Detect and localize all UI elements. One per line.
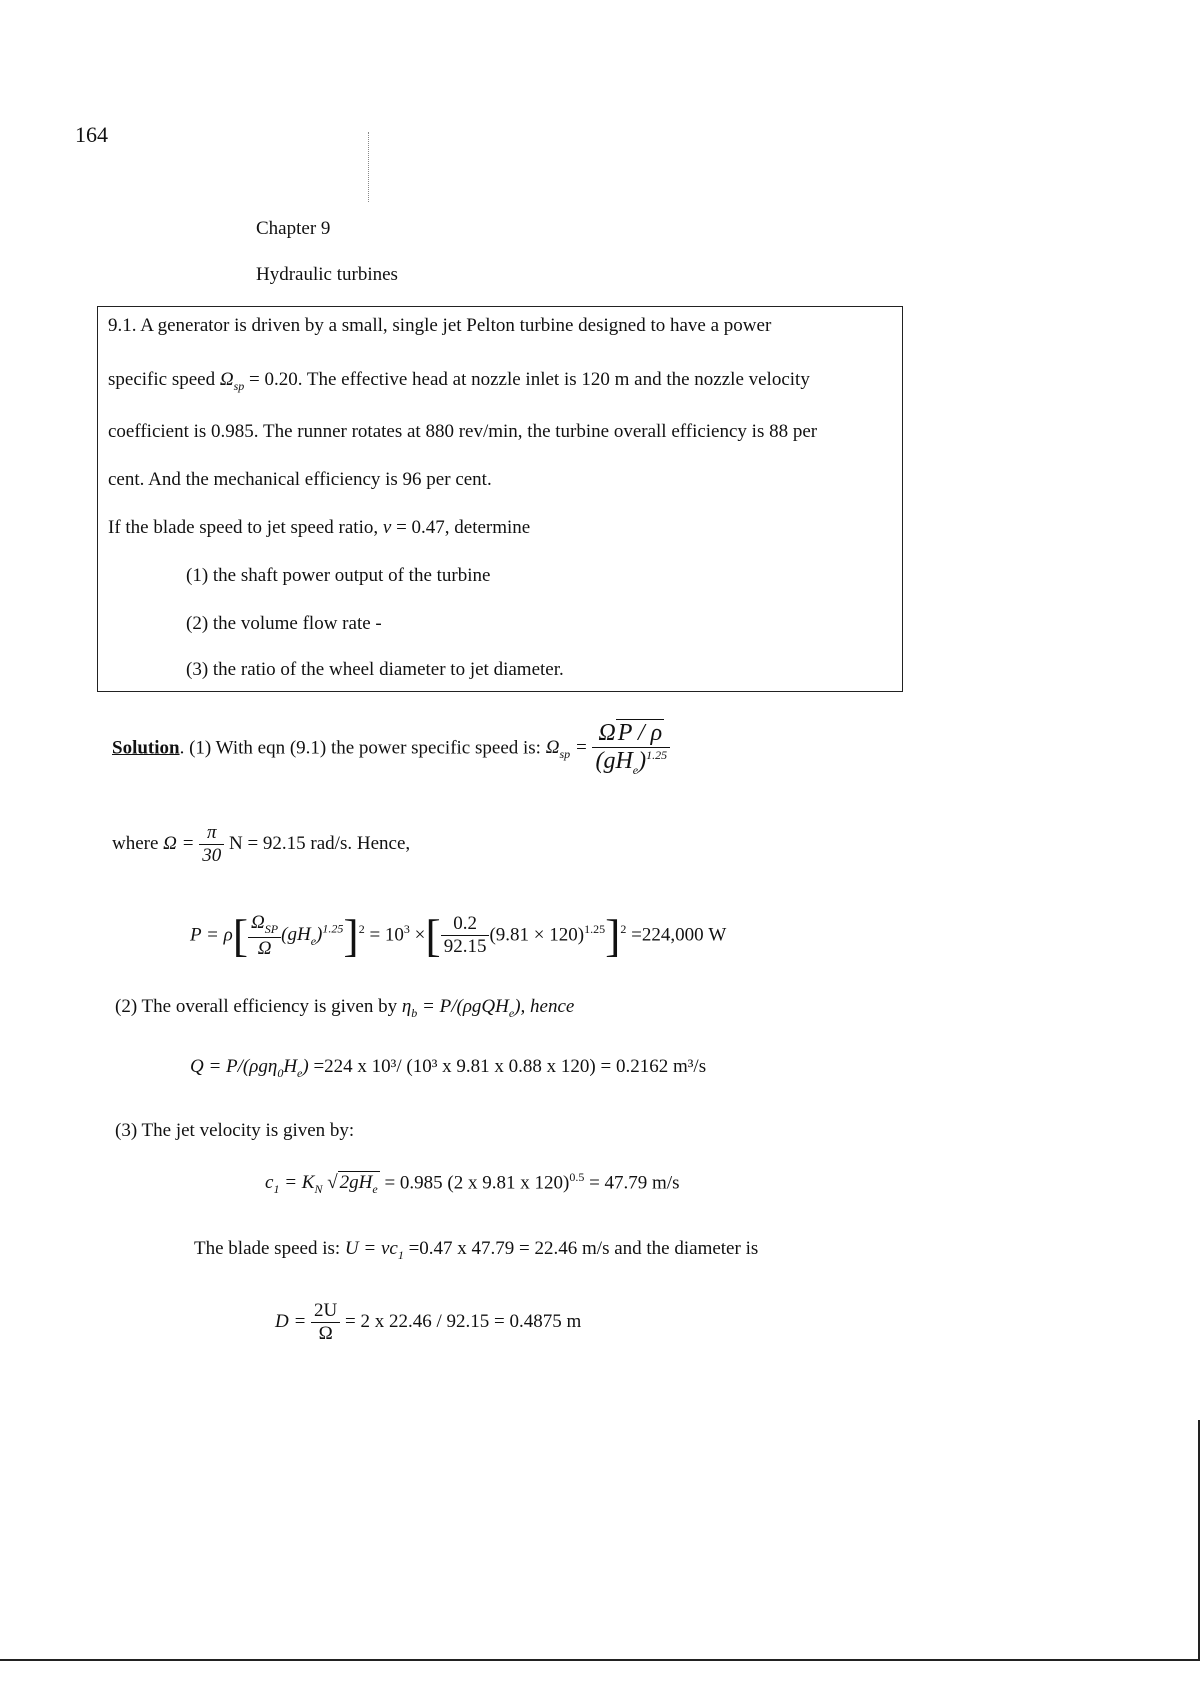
- problem-line-5: [108, 517, 530, 539]
- square-exponent: 2: [358, 921, 365, 936]
- where-text: where: [112, 832, 164, 854]
- page-edge-bottom: [0, 1659, 1200, 1661]
- cube-exponent: 3: [403, 921, 410, 936]
- omega-definition: [112, 822, 410, 867]
- eta-b-symbol: $\eta_b$: [401, 996, 418, 1020]
- problem-line-2: [108, 369, 810, 394]
- d-eq: = 2 x 22.46 / 92.15 = 0.4875 m: [345, 1310, 582, 1332]
- omega-value: N = 92.15 rad/s. Hence,: [224, 832, 411, 854]
- nu-symbol: ν: [382, 517, 392, 538]
- problem-item-2: (2) the volume flow rate -: [186, 613, 382, 634]
- part2-eq-sub: e: [508, 1005, 515, 1020]
- problem-line-5a: If the blade speed to jet speed ratio,: [108, 517, 383, 538]
- u-eq: $U = \nu c_1$: [344, 1238, 404, 1262]
- blade-speed-line: [194, 1238, 758, 1263]
- c1-exp: 0.5: [569, 1170, 585, 1184]
- problem-item-3: (3) the ratio of the wheel diameter to jet diameter.: [186, 659, 564, 680]
- power-result: =224,000 W: [631, 924, 727, 946]
- solution-part-1-text: . (1) With eqn (9.1) the power specific speed is:: [179, 737, 546, 759]
- power-equation: P = ρ[ $\frac{\Omega_{SP}}{\Omega}$ $(gH_e)^{1.25}]^2 = 10^3$ ×[ $\frac{0.2}{92.15}$ $(9.81 \times 120)^{1.25}]^2 =224,000$ W: [190, 909, 727, 961]
- omega-sp-symbol-2: $\Omega_{sp}$ =: [545, 737, 593, 762]
- problem-line-3: coefficient is 0.985. The runner rotates at 880 rev/min, the turbine overall efficiency is 88 per: [108, 421, 818, 442]
- chapter-title: Hydraulic turbines: [256, 264, 398, 285]
- q-lhs: $Q = P/(\rho g\eta_0H_e)$: [190, 1056, 314, 1080]
- power-eq-lhs: P = ρ: [190, 924, 233, 946]
- blade-eq: =0.47 x 47.79 = 22.46 m/s and the diameter is: [403, 1238, 759, 1259]
- pi-over-30: $\frac{\pi}{30}$: [199, 822, 224, 867]
- jet-velocity-equation: [265, 1170, 680, 1197]
- solution-label: Solution: [112, 737, 180, 759]
- chapter-label: Chapter 9: [256, 218, 331, 239]
- part2-eq: = P/(ρgQH: [417, 996, 509, 1017]
- problem-line-2b: = 0.20. The effective head at nozzle inlet is 120 m and the nozzle velocity: [244, 369, 810, 390]
- square-exponent-2: 2: [620, 921, 627, 936]
- c1-eq: = 0.985 (2 x 9.81 x 120): [379, 1172, 570, 1194]
- problem-item-1: (1) the shaft power output of the turbine: [186, 565, 491, 586]
- problem-line-5b: = 0.47, determine: [391, 517, 531, 538]
- power-fraction-den: 92.15: [441, 935, 490, 958]
- problem-line-4: cent. And the mechanical efficiency is 96 per cent.: [108, 469, 492, 490]
- specific-speed-numerator: ΩP / ρ: [598, 720, 663, 746]
- power-fraction: [441, 913, 490, 958]
- problem-box: [97, 306, 903, 692]
- omega-sp-symbol: $\Omega_{sp}$: [219, 369, 245, 393]
- power-exp-125: 1.25: [584, 921, 606, 936]
- power-fraction-num: 0.2: [453, 913, 477, 935]
- power-eq-mid: = 10: [369, 924, 404, 946]
- problem-line-1: 9.1. A generator is driven by a small, single jet Pelton turbine designed to have a power: [108, 315, 772, 336]
- flow-rate-equation: [190, 1056, 706, 1081]
- bracket-left: [: [232, 909, 249, 961]
- gh-term: $(gH_e)^{1.25}$: [281, 921, 344, 949]
- d-lhs: D =: [275, 1310, 312, 1332]
- scan-artifact: [368, 132, 370, 202]
- bracket-right-2: ]: [605, 909, 621, 961]
- problem-line-2a: specific speed: [108, 369, 220, 390]
- omega-ratio: $\frac{\Omega_{SP}}{\Omega}$: [248, 912, 281, 960]
- diameter-equation: [275, 1300, 581, 1345]
- solution-part-1: [112, 720, 670, 778]
- bracket-left-2: [: [425, 909, 441, 961]
- c1-lhs: $c_1 = K_N$ √ $2gH_e$: [265, 1172, 378, 1197]
- omega-eq: Ω =: [163, 832, 200, 854]
- two-u-over-omega: $\frac{2U}{\Omega}$: [311, 1300, 340, 1345]
- power-eq-paren: (9.81 × 120): [489, 924, 585, 946]
- page-number: 164: [75, 122, 108, 147]
- part2-text: (2) The overall efficiency is given by: [115, 996, 402, 1017]
- part2-tail: ), hence: [514, 996, 575, 1017]
- q-eq: =224 x 10³/ (10³ x 9.81 x 0.88 x 120) = 0.2162 m³/s: [313, 1056, 707, 1077]
- part3-text: (3) The jet velocity is given by:: [115, 1120, 355, 1141]
- c1-result: = 47.79 m/s: [584, 1172, 680, 1194]
- specific-speed-denominator: $(gH_e)^{1.25}$: [592, 747, 670, 778]
- bracket-right: ]: [343, 909, 359, 961]
- blade-text: The blade speed is:: [194, 1238, 345, 1259]
- solution-part-2: [115, 996, 574, 1021]
- specific-speed-fraction: [592, 720, 670, 778]
